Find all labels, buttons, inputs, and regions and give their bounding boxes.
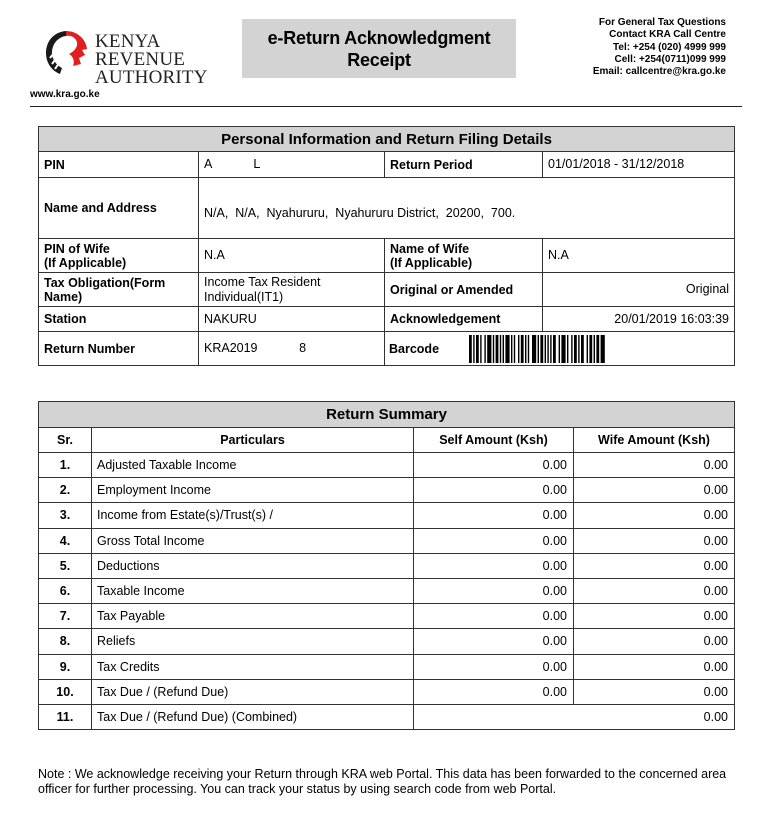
pin-wife-label [39,239,199,273]
summary-wife-amount: 0.00 [574,453,735,478]
contact-line: For General Tax Questions [598,17,726,28]
name-address-label: Name and Address [39,178,199,239]
barcode-bar [589,335,592,363]
barcode-bar [503,335,504,363]
summary-particular: Adjusted Taxable Income [92,453,414,478]
barcode-cell [385,332,735,366]
original-amended-label: Original or Amended [385,273,543,307]
summary-self-amount: 0.00 [414,478,574,503]
summary-sr: 3. [39,503,92,528]
summary-row [39,503,735,528]
barcode-bar [496,335,499,363]
col-header-sr: Sr. [39,428,92,453]
summary-particular: Income from Estate(s)/Trust(s) / [92,503,414,528]
tax-obligation-label [39,273,199,307]
summary-particular: Gross Total Income [92,528,414,553]
tax-obligation-value-line: Individual(IT1) [204,289,284,304]
pin-value: A L [199,152,385,178]
name-wife-label-line: Name of Wife [390,241,470,256]
summary-row [39,604,735,629]
logo-line-1: KENYA REVENUE [95,31,186,70]
personal-info-title: Personal Information and Return Filing Details [39,127,735,152]
name-wife-label [385,239,543,273]
summary-self-amount: 0.00 [414,553,574,578]
website-link[interactable]: www.kra.go.ke [30,89,100,100]
summary-wife-amount: 0.00 [574,629,735,654]
barcode-bar [601,335,605,363]
summary-self-amount: 0.00 [414,679,574,704]
return-period-value: 01/01/2018 - 31/12/2018 [543,152,735,178]
summary-particular: Employment Income [92,478,414,503]
barcode-bar [518,335,519,363]
barcode-bar [550,335,551,363]
barcode-bar [511,335,512,363]
summary-sr: 5. [39,553,92,578]
tax-obligation-value-line: Income Tax Resident [204,274,321,289]
original-amended-value: Original [543,273,735,307]
barcode-bar [574,335,577,363]
summary-row [39,679,735,704]
contact-line: Contact KRA Call Centre [609,29,726,41]
barcode-bar [473,335,474,363]
kra-logo-text [95,33,240,87]
page-title [242,19,516,78]
summary-particular: Deductions [92,553,414,578]
summary-wife-amount: 0.00 [574,679,735,704]
barcode-bar [571,335,572,363]
title-line-1: e-Return Acknowledgment [267,27,491,48]
barcode-bar [538,335,539,363]
summary-row [39,478,735,503]
summary-particular: Tax Due / (Refund Due) [92,679,414,704]
barcode-bar [594,335,595,363]
summary-wife-amount: 0.00 [574,604,735,629]
summary-self-amount: 0.00 [414,528,574,553]
summary-self-amount: 0.00 [414,654,574,679]
summary-self-amount: 0.00 [414,578,574,603]
barcode-bar [528,335,529,363]
summary-wife-amount: 0.00 [574,503,735,528]
note-text: Note : We acknowledge receiving your Return through KRA web Portal. This data has been forwarded to the concerned area officer for further processing. You can track your status by using search code from web Portal. [38,767,727,796]
summary-particular: Tax Credits [92,654,414,679]
name-wife-value: N.A [543,239,735,273]
kra-logo [40,26,240,88]
summary-row [39,654,735,679]
barcode-bar [525,335,526,363]
summary-sr: 8. [39,629,92,654]
contact-info [593,17,726,78]
barcode-bar [514,335,515,363]
col-header-wife-amount: Wife Amount (Ksh) [574,428,735,453]
personal-info-table [38,126,735,366]
combined-value: 0.00 [414,704,735,729]
return-number-value: KRA2019 8 [199,332,385,366]
barcode-bar [532,335,536,363]
pin-label: PIN [39,152,199,178]
summary-row [39,528,735,553]
return-summary-title: Return Summary [39,402,735,428]
barcode-bar [480,335,481,363]
combined-particular: Tax Due / (Refund Due) (Combined) [92,704,414,729]
summary-wife-amount: 0.00 [574,478,735,503]
col-header-self-amount: Self Amount (Ksh) [414,428,574,453]
summary-wife-amount: 0.00 [574,553,735,578]
pin-wife-value: N.A [199,239,385,273]
barcode-bar [567,335,568,363]
summary-row [39,578,735,603]
summary-wife-amount: 0.00 [574,654,735,679]
barcode-bar [578,335,579,363]
summary-self-amount: 0.00 [414,503,574,528]
station-value: NAKURU [199,307,385,332]
combined-sr: 11. [39,704,92,729]
acknowledgement-value: 20/01/2019 16:03:39 [543,307,735,332]
return-number-label: Return Number [39,332,199,366]
summary-sr: 10. [39,679,92,704]
contact-cell: Cell: +254(0711)099 999 [614,53,726,65]
summary-sr: 4. [39,528,92,553]
summary-particular: Tax Payable [92,604,414,629]
station-label: Station [39,307,199,332]
barcode-bar [484,335,485,363]
summary-sr: 6. [39,578,92,603]
barcode-bar [587,335,588,363]
contact-tel: Tel: +254 (020) 4999 999 [613,41,726,53]
barcode-bar [561,335,565,363]
tax-obligation-label-line: Tax Obligation(Form [44,275,166,290]
barcode-bar [581,335,584,363]
col-header-particulars: Particulars [92,428,414,453]
summary-row [39,553,735,578]
barcode-image [469,335,663,363]
barcode-bar [547,335,548,363]
title-line-2: Receipt [347,49,411,70]
summary-self-amount: 0.00 [414,453,574,478]
barcode-bar [540,335,543,363]
logo-line-2: AUTHORITY [95,67,208,88]
barcode-bar [505,335,509,363]
barcode-label: Barcode [389,341,440,356]
summary-sr: 1. [39,453,92,478]
barcode-bar [596,335,599,363]
barcode-bar [521,335,524,363]
summary-wife-amount: 0.00 [574,528,735,553]
summary-sr: 2. [39,478,92,503]
name-address-value: N/A, N/A, Nyahururu, Nyahururu District, 20200, 700. [199,178,735,239]
barcode-bar [487,335,491,363]
pin-wife-label-line: (If Applicable) [44,255,127,270]
summary-row [39,629,735,654]
barcode-bar [476,335,479,363]
barcode-bar [559,335,560,363]
summary-particular: Taxable Income [92,578,414,603]
barcode-bar [493,335,494,363]
barcode-bar [553,335,556,363]
summary-wife-amount: 0.00 [574,578,735,603]
barcode-bar [500,335,501,363]
name-wife-label-line: (If Applicable) [390,255,473,270]
tax-obligation-label-line: Name) [44,289,83,304]
summary-particular: Reliefs [92,629,414,654]
header-divider [30,106,742,107]
summary-sr: 9. [39,654,92,679]
return-summary-table [38,401,735,730]
barcode-bar [469,335,472,363]
summary-row [39,453,735,478]
pin-wife-label-line: PIN of Wife [44,241,110,256]
summary-sr: 7. [39,604,92,629]
acknowledgement-label: Acknowledgement [385,307,543,332]
summary-self-amount: 0.00 [414,629,574,654]
return-period-label: Return Period [385,152,543,178]
summary-self-amount: 0.00 [414,604,574,629]
barcode-bar [545,335,546,363]
tax-obligation-value [199,273,385,307]
contact-email: Email: callcentre@kra.go.ke [592,66,726,78]
kra-lion-logo-icon [42,28,92,76]
